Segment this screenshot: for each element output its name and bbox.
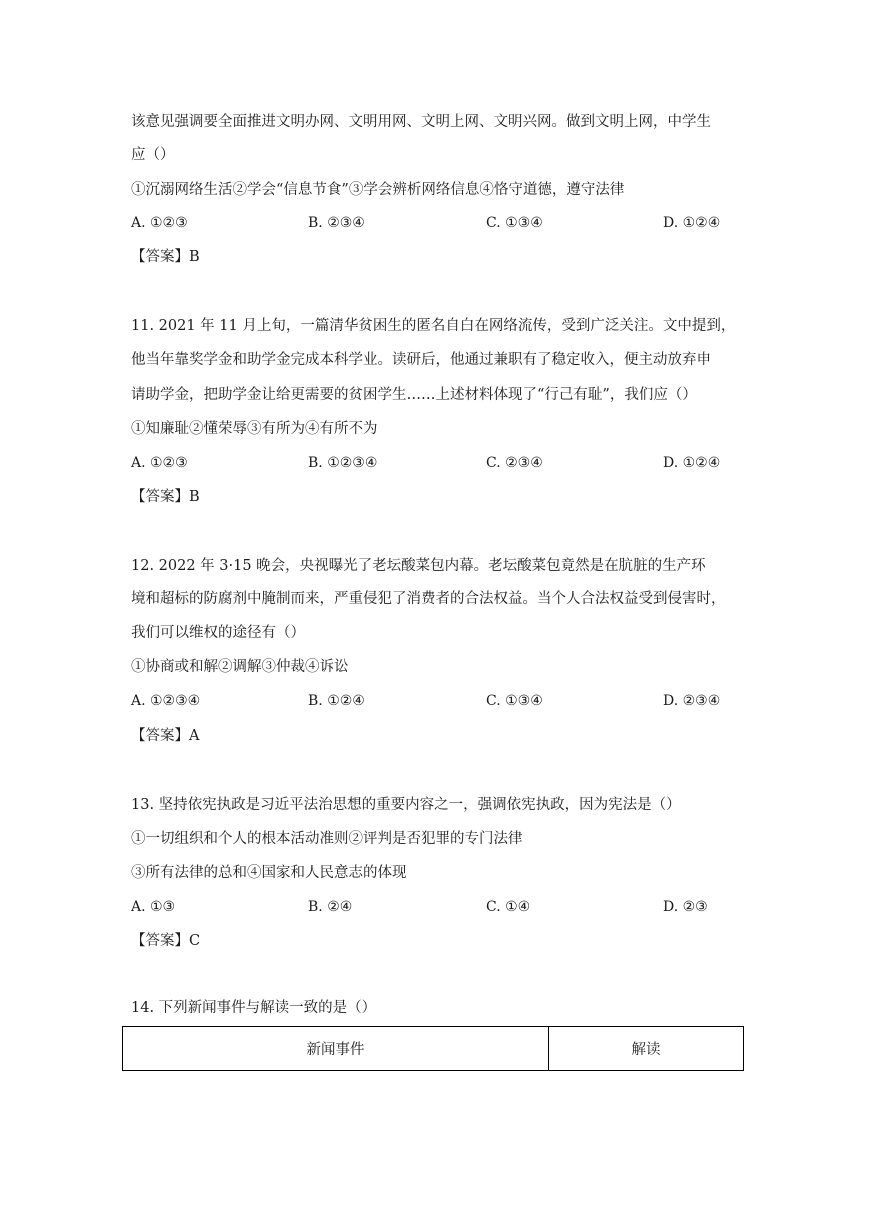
question-statements: ①一切组织和个人的根本活动准则②评判是否犯罪的专门法律 bbox=[131, 831, 523, 847]
question-statements: ①协商或和解②调解③仲裁④诉讼 bbox=[131, 659, 349, 675]
options-row bbox=[131, 453, 741, 473]
question-text-line: 14. 下列新闻事件与解读一致的是（） bbox=[131, 1000, 377, 1016]
answer-label: 【答案】B bbox=[131, 249, 200, 265]
question-text-line: 11. 2021 年 11 月上旬，一篇清华贫困生的匿名自白在网络流传，受到广泛关注。文中提到， bbox=[131, 318, 736, 334]
option-c: C. ①③④ bbox=[486, 215, 543, 231]
question-text-line: 应（） bbox=[131, 147, 175, 163]
question-statements: ①知廉耻②懂荣辱③有所为④有所不为 bbox=[131, 421, 378, 437]
option-d: D. ②③ bbox=[663, 899, 708, 915]
option-a: A. ①②③ bbox=[131, 455, 188, 471]
option-c: C. ①④ bbox=[486, 899, 531, 915]
option-d: D. ②③④ bbox=[663, 693, 721, 709]
option-d: D. ①②④ bbox=[663, 215, 721, 231]
option-a: A. ①③ bbox=[131, 899, 176, 915]
options-row bbox=[131, 691, 741, 711]
question-text-line: 请助学金，把助学金让给更需要的贫困学生……上述材料体现了“行己有耻”，我们应（） bbox=[131, 387, 697, 403]
question-text-line: 13. 坚持依宪执政是习近平法治思想的重要内容之一，强调依宪执政，因为宪法是（） bbox=[131, 797, 681, 813]
question-statements: ①沉溺网络生活②学会“信息节食”③学会辨析网络信息④恪守道德，遵守法律 bbox=[131, 182, 625, 198]
news-interpretation-table bbox=[122, 1026, 744, 1071]
question-text-line: 我们可以维权的途径有（） bbox=[131, 625, 305, 641]
option-c: C. ①③④ bbox=[486, 693, 543, 709]
question-text-line: 境和超标的防腐剂中腌制而来，严重侵犯了消费者的合法权益。当个人合法权益受到侵害时， bbox=[131, 591, 726, 607]
table-header-news-event: 新闻事件 bbox=[123, 1027, 549, 1070]
options-row bbox=[131, 213, 741, 233]
option-b: B. ①②④ bbox=[308, 693, 365, 709]
answer-label: 【答案】C bbox=[131, 933, 201, 949]
question-text-line: 12. 2022 年 3·15 晚会，央视曝光了老坛酸菜包内幕。老坛酸菜包竟然是在肮脏的生产环 bbox=[131, 558, 706, 574]
option-a: A. ①②③ bbox=[131, 215, 188, 231]
option-a: A. ①②③④ bbox=[131, 693, 201, 709]
answer-label: 【答案】A bbox=[131, 728, 200, 744]
option-b: B. ②③④ bbox=[308, 215, 365, 231]
table-header-interpretation: 解读 bbox=[631, 1042, 661, 1058]
option-b: B. ①②③④ bbox=[308, 455, 378, 471]
question-statements: ③所有法律的总和④国家和人民意志的体现 bbox=[131, 865, 407, 881]
options-row bbox=[131, 897, 741, 917]
question-text-line: 他当年靠奖学金和助学金完成本科学业。读研后，他通过兼职有了稳定收入，便主动放弃申 bbox=[131, 352, 711, 368]
question-text-line: 该意见强调要全面推进文明办网、文明用网、文明上网、文明兴网。做到文明上网，中学生 bbox=[131, 114, 711, 130]
answer-label: 【答案】B bbox=[131, 489, 200, 505]
option-b: B. ②④ bbox=[308, 899, 353, 915]
option-d: D. ①②④ bbox=[663, 455, 721, 471]
option-c: C. ②③④ bbox=[486, 455, 543, 471]
